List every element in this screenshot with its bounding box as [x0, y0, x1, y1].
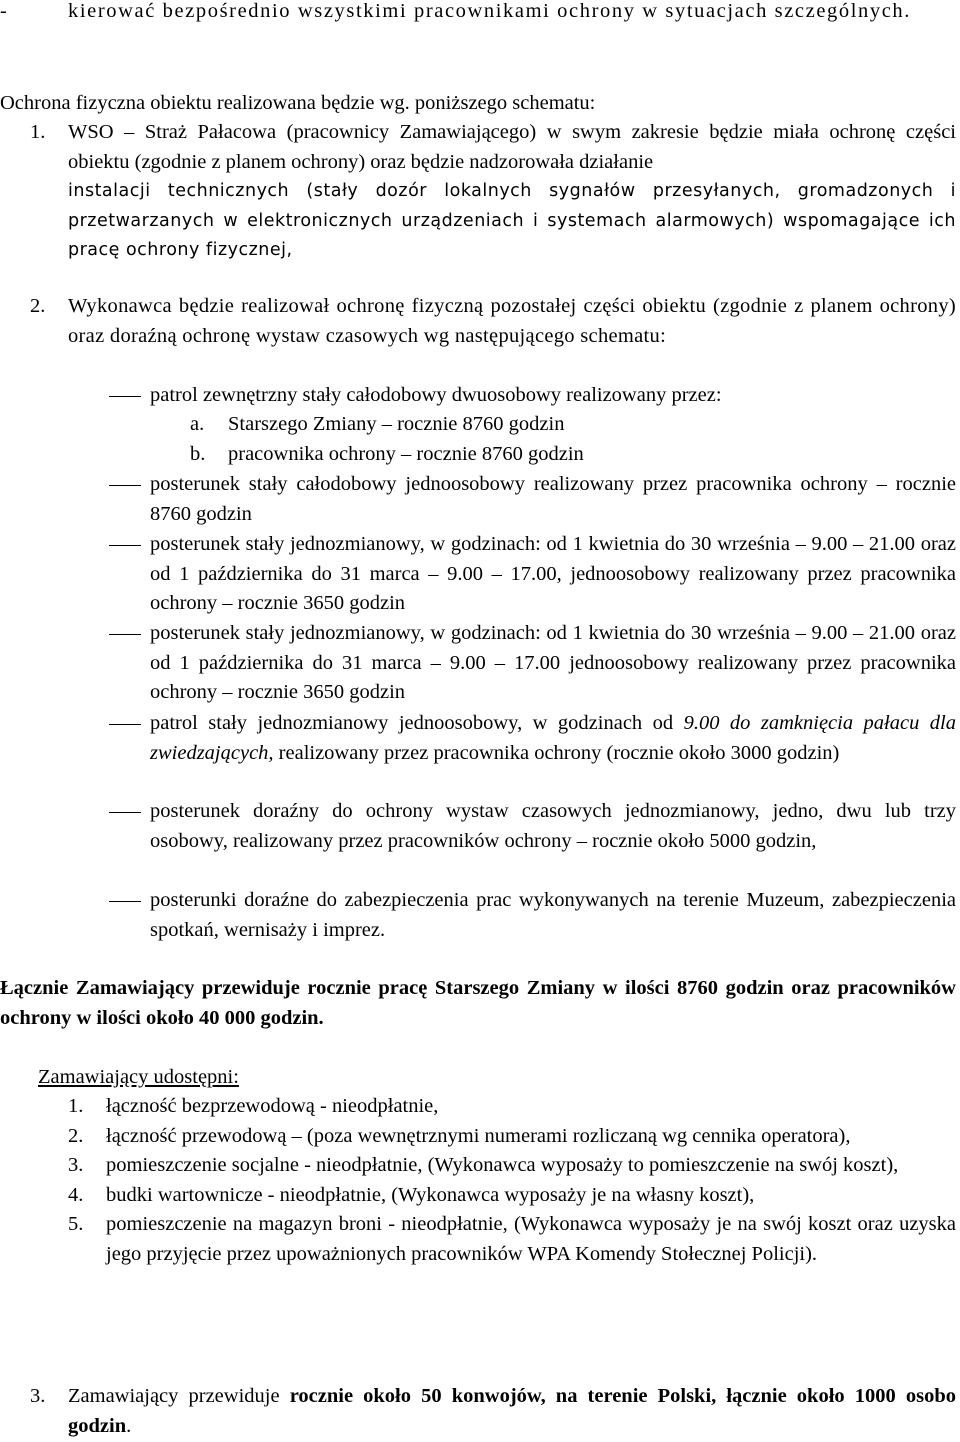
- bullet-line: [109, 724, 141, 725]
- intro-line: Ochrona fizyczna obiektu realizowana będzie wg. poniższego schematu:: [0, 92, 596, 114]
- post-4-text: posterunek doraźny do ochrony wystaw czasowych jednozmianowy, jedno, dwu lub trzy osobowy, realizowany przez pracowników ochrony – rocznie około 5000 godzin,: [150, 800, 956, 852]
- provides-text: budki wartownicze - nieodpłatnie, (Wykonawca wyposaży je na własny koszt),: [106, 1183, 755, 1206]
- sub-a-letter: a.: [190, 413, 205, 435]
- top-list-item: [0, 0, 956, 27]
- item-3-bold: rocznie około 50 konwojów, na terenie Polski, łącznie około 1000 osobo godzin: [68, 1385, 956, 1437]
- bullet-line: [109, 812, 141, 813]
- schema-post-1: [0, 470, 956, 529]
- item-1-text-cont: instalacji technicznych (stały dozór lokalnych sygnałów przesyłanych, gromadzonych i przetwarzanych w elektronicznych urządzeniach i systemach alarmowych) wspomagające ich pracę ochrony fizycznej,: [68, 181, 956, 261]
- post-3-text: posterunek stały jednozmianowy, w godzinach: od 1 kwietnia do 30 września – 9.00 – 21.00 oraz od 1 października do 31 marca – 9.00 – 17.00 jednoosobowy realizowany przez pracownika ochrony – rocznie 3650 godzin: [150, 622, 956, 704]
- provides-text: łączność bezprzewodową - nieodpłatnie,: [106, 1095, 439, 1117]
- provides-item-5: [0, 1210, 956, 1269]
- item-3-text-c: .: [126, 1414, 132, 1437]
- provides-text: pomieszczenie socjalne - nieodpłatnie, (Wykonawca wyposaży to pomieszczenie na swój koszt),: [106, 1154, 899, 1177]
- list-item-2: [0, 292, 956, 351]
- list-dash: -: [0, 0, 7, 22]
- provides-text: pomieszczenie na magazyn broni - nieodpłatnie, (Wykonawca wyposaży je na swój koszt oraz uzyska jego przyjęcie przez upoważnionych pracowników WPA Komendy Stołecznej Policji).: [106, 1213, 956, 1265]
- bullet-line: [109, 396, 141, 397]
- list-item-3: [0, 1382, 956, 1441]
- item-3-number: 3.: [30, 1385, 46, 1407]
- provides-num: 4.: [68, 1183, 84, 1206]
- item-1-number: 1.: [30, 121, 46, 143]
- provides-num: 5.: [68, 1213, 84, 1236]
- provides-list: [0, 1092, 956, 1270]
- post-5-text: posterunki doraźne do zabezpieczenia prac wykonywanych na terenie Muzeum, zabezpieczenia spotkań, wernisaży i imprez.: [150, 889, 956, 941]
- patrol-text: patrol zewnętrzny stały całodobowy dwuosobowy realizowany przez:: [150, 384, 722, 406]
- item-3-text: [68, 1382, 956, 1441]
- list-item-1: [0, 118, 956, 266]
- schema-patrol: [0, 381, 956, 411]
- schema-post-3: [0, 619, 956, 708]
- provides-heading: Zamawiający udostępni:: [38, 1066, 239, 1088]
- bullet-line: [109, 545, 141, 546]
- provides-num: 1.: [68, 1095, 84, 1117]
- top-item-text: kierować bezpośrednio wszystkimi pracownikami ochrony w sytuacjach szczególnych.: [68, 0, 911, 22]
- provides-num: 2.: [68, 1124, 84, 1147]
- bullet-line: [109, 901, 141, 902]
- patrol-2-text: [150, 709, 956, 768]
- bullet-line: [109, 485, 141, 486]
- patrol-2-text-a: patrol stały jednozmianowy jednoosobowy, w godzinach od: [150, 712, 674, 734]
- sub-b-text: pracownika ochrony – rocznie 8760 godzin: [228, 443, 584, 465]
- provides-item-3: [0, 1151, 956, 1181]
- item-2-text: Wykonawca będzie realizował ochronę fizyczną pozostałej części obiektu (zgodnie z planem ochrony) oraz doraźną ochronę wystaw czasowych wg następującego schematu:: [68, 295, 956, 347]
- provides-item-4: [0, 1181, 956, 1211]
- patrol-2-italic: 9.00 do zamknięcia pałacu dla zwiedzających,: [150, 712, 957, 764]
- patrol-2-text-b: realizowany przez pracownika ochrony (rocznie około 3000 godzin): [278, 741, 840, 764]
- item-1-text: WSO – Straż Pałacowa (pracownicy Zamawiającego) w swym zakresie będzie miała ochronę części obiektu (zgodnie z planem ochrony) oraz będzie nadzorowała działanie: [68, 121, 956, 173]
- schema-post-2: [0, 530, 956, 619]
- provides-item-2: [0, 1122, 956, 1152]
- sub-a-text: Starszego Zmiany – rocznie 8760 godzin: [228, 413, 565, 435]
- sub-item-b: [0, 440, 956, 470]
- schema-post-4: [0, 797, 956, 856]
- item-2-number: 2.: [30, 295, 46, 317]
- provides-text: łączność przewodową – (poza wewnętrznymi numerami rozliczaną wg cennika operatora),: [106, 1124, 851, 1147]
- provides-item-1: [0, 1092, 956, 1122]
- schema-post-5: [0, 886, 956, 945]
- summary-text: Łącznie Zamawiający przewiduje rocznie pracę Starszego Zmiany w ilości 8760 godzin oraz pracowników ochrony w ilości około 40 000 godzin.: [0, 977, 956, 1029]
- post-2-text: posterunek stały jednozmianowy, w godzinach: od 1 kwietnia do 30 września – 9.00 – 21.00 oraz od 1 października do 31 marca – 9.00 – 17.00, jednoosobowy realizowany przez pracownika ochrony – rocznie 3650 godzin: [150, 533, 956, 615]
- provides-section: [0, 1063, 956, 1093]
- item-3-text-a: Zamawiający przewiduje: [68, 1385, 280, 1407]
- post-1-text: posterunek stały całodobowy jednoosobowy realizowany przez pracownika ochrony – rocznie 8760 godzin: [150, 473, 956, 525]
- schema-patrol-2: [0, 709, 956, 768]
- bullet-line: [109, 634, 141, 635]
- sub-b-letter: b.: [190, 443, 206, 465]
- sub-item-a: [0, 410, 956, 440]
- provides-num: 3.: [68, 1154, 84, 1177]
